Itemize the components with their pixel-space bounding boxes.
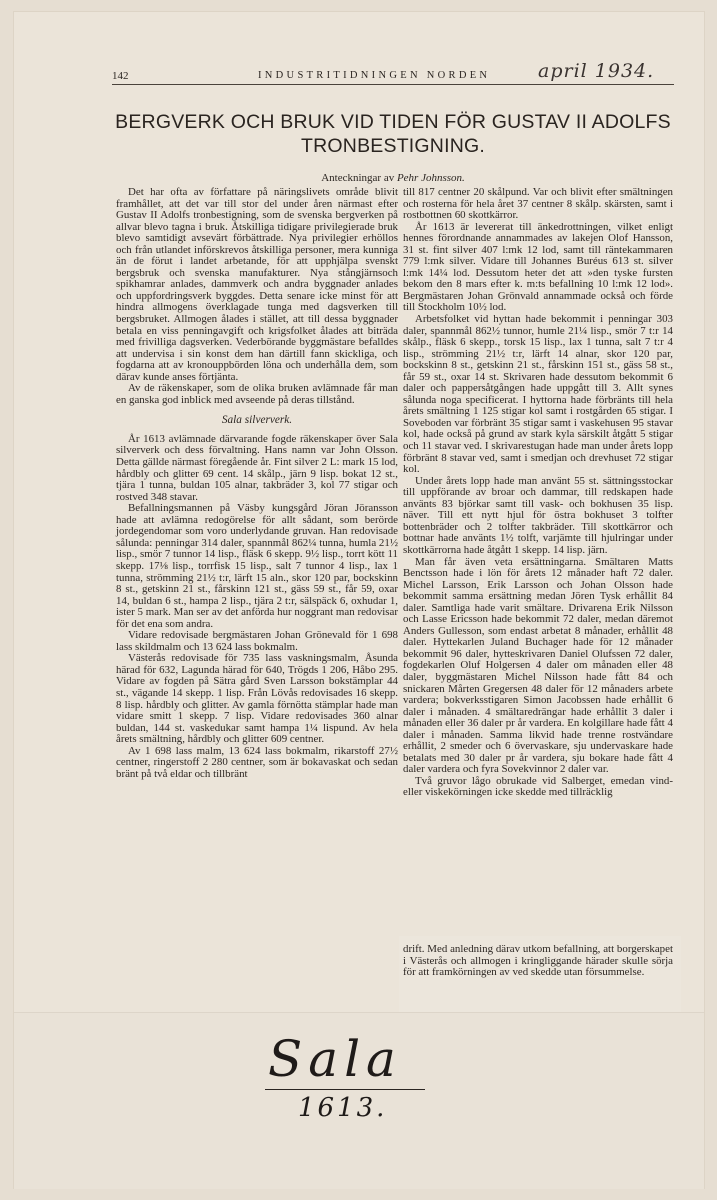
page-number: 142 <box>112 70 129 82</box>
running-header <box>112 60 674 85</box>
paragraph: drift. Med anledning därav utkom befallning, att borgerskapet i Västerås och allmogen i kringliggande härader skulle sörja för att framkörningen av ved skedde utan försummelse. <box>403 943 673 979</box>
handwritten-place: Sala <box>268 1030 402 1088</box>
pasted-slip <box>399 936 681 1016</box>
paragraph: Befallningsmannen på Väsby kungsgård Jöran Jöransson hade att avlämna redogörelse för allt sådant, som berörde jordegendomar som voro underlydande gruvan. Han redovisade sålunda: penningar 314 daler, spannmål 862¼ tunna, humla 21½ lisp., smör 7 tunnor 14 lisp., fläsk 6 skepp. 9½ lisp., torrt kött 11 skepp. 17⅛ lisp., torrfisk 15 lisp., salt 7 tunnor 4 lisp., lax 1 tunna, strömming 21½ t:r, lärft 15 aln., skor 120 par, bockskinn 8 st., getskinn 21 st., fårskinn 121 st., gäss 59 st., får 59, oxar 14, buldan 6 st., hampa 2 lisp., tjära 2 t:r, sälspäck 6, oxhudar 1, ister 5 mark. Man ser av det anförda hur noggrant man redovisar för det ena som andra. <box>116 502 398 630</box>
right-column <box>403 187 673 799</box>
byline-prefix: Anteckningar av <box>321 172 395 184</box>
paragraph: Av de räkenskaper, som de olika bruken avlämnade får man en ganska god inblick med avseende på deras tillstånd. <box>116 382 398 406</box>
paragraph: Av 1 698 lass malm, 13 624 lass bokmalm, rikarstoff 27½ centner, ringerstoff 2 280 centner, som är bokavaskat och sedan bränt på två eldar och tillbränt <box>116 744 398 780</box>
byline <box>112 172 674 184</box>
paragraph: Det har ofta av författare på näringslivets område blivit framhållet, att det var till stor del under åren närmast efter Gustav II Adolfs tronbestigning, som de svenska bergverken på allvar blevo tagna i bruk. Åtskilliga tidigare privilegierade bruk blevo samtidigt avsevärt förbättrade. Nya privilegier erhöllos och från utlandet införskrevos åtskilliga personer, mera kunniga än de förut i landet arbetande, för att upphjälpa svenskt bergsbruk och svenska manufakturer. Nya stångjärnsoch spikhamrar anlades, dammverk och andra byggnader anlades och uppfordringsverk byggdes. Detta senare icke minst för att hindra allmogens överklagade tunga med dagsverken till bergsbruket. Allmogen ålades i stället, att till dessa byggnader betala en viss penningavgift och krigsfolket ålades att biträda med frivilliga dagsverken. Vederbörande byggmästare befalldes att undervisa i sin konst dem han därtill fann skickliga, och fogdarna att av kronouppbörden löna och underhålla dem, som därav kunde anses förtjänta. <box>116 186 398 383</box>
article-title: BERGVERK OCH BRUK VID TIDEN FÖR GUSTAV II ADOLFS TRONBESTIGNING. <box>115 111 671 157</box>
paragraph: Under årets lopp hade man använt 55 st. sättningsstockar till uppförande av broar och dammar, till redskapen hade använts 83 björkar samt till vask- och bokhusen 35 lisp. näver. Till ett nytt hjul för östra bokhuset 3 tolfter bottenbräder och 2 tolfter takbräder. Till skottkärror och bottnar hade använts 1½ tolft, varjämte till hjulringar under skottkärrorna hade åtgått 1 skepp. 14 lisp. järn. <box>403 474 673 556</box>
left-column <box>116 187 398 780</box>
paragraph: År 1613 avlämnade därvarande fogde räkenskaper över Sala silververk och dess förvaltning. Hans namn var John Olsson. Detta gällde närmast föregående år. Fint silver 2 L: mark 15 lod, hårdbly och glitter 69 cent. 14 skålp., järn 9 lisp. bokat 12 st., tjära 1 tunna, buldan 105 alnar, takbräder 3, kol 77 stigar och rostved 348 stavar. <box>116 432 398 503</box>
paragraph: Västerås redovisade för 735 lass vaskningsmalm, Åsunda härad för 632, Lagunda härad för 640, Trögds 1 206, Håbo 295. Vidare av fogden på Sätra gård Sven Larsson bokstämplar 44 st., vägande 14 skepp. 1 lisp. Från Lövås redovisades 16 skepp. 8 lisp. hårdbly och glitter. Av gamla förnötta stämplar hade man vidare smitt 1 skepp. 7 lisp. Vidare redovisades 360 alnar buldan, 144 st. vaskedukar samt hampa 1¼ lispund. Av hela årets smältning, hårdbly och glitter 609 centner. <box>116 652 398 746</box>
handwritten-underline <box>265 1089 425 1090</box>
paragraph: Två gruvor lågo obrukade vid Salberget, emedan vind- eller viskekörningen icke skedde med tillräcklig <box>403 774 673 799</box>
handwritten-date: april 1934. <box>538 60 655 82</box>
author: Pehr Johnsson. <box>396 172 465 184</box>
journal-name: INDUSTRITIDNINGEN NORDEN <box>258 70 491 81</box>
paragraph: till 817 centner 20 skålpund. Var och blivit efter smältningen och rosterna för hela året 37 centner 8 skålp. skärsten, samt i rostbottnen 60 skottkärror. <box>403 186 673 222</box>
paragraph: Man får även veta ersättningarna. Smältaren Matts Benctsson hade i lön för årets 12 månader haft 72 daler. Michel Larsson, Erik Larsson och Johan Olsson hade bekommit samma ersättning medan Jören Tysk erhållit 84 daler. Samtliga hade varit smältare. Drivarena Erik Nilsson och Lasse Ericsson hade bekommit 72 daler, medan däremot Anders Gullesson, som endast arbetat 8 månader, erhållit 48 daler. Hyttekarlen Juland Buchager hade för 12 månader bekommit 96 daler, hytteskrivaren Daniel Olufssen 72 daler, fogdekarlen Oluf Holgersen 4 daler om månaden eller 48 daler, byggmästaren Michel Nilsson hade fått 84 och snickaren Mårten Gregersen 48 daler för 12 månaders arbete vardera; bokverksstigaren Simon Jacobssen hade erhållit 6 daler i månaden. 4 smältaredrängar hade erhållit 3 daler i månaden eller 36 daler pr år vardera. En kolgillare hade fått 4 daler i månaden. Samma likvid hade trenne rostvändare erhållit, 2 smeder och 6 övervaskare, sju undervaskare hade betalats med 30 daler pr år vardera, sju bokare hade fått 4 daler vardera och fyra Sovekvinnor 2 daler var. <box>403 555 673 776</box>
section-heading: Sala silververk. <box>221 414 293 427</box>
paragraph: Vidare redovisade bergmästaren Johan Grönevald för 1 698 lass skildmalm och 13 624 lass bokmalm. <box>116 629 398 653</box>
paragraph: Arbetsfolket vid hyttan hade bekommit i penningar 303 daler, spannmål 862½ tunnor, humle 21¼ lisp., smör 7 t:r 14 skålp., fläsk 6 skepp., torsk 15 lisp., lax 1 tunna, salt 7 t:r 4 lisp., strömming 21½ t:r, lärft 14 alnar, skor 120 par, bockskinn 8 st., getskinn 21 st., fårskinn 151 st., gäss 58 st., får 59 st., oxar 14 st. Skrivaren hade dessutom bekommit 6 daler och pappersåtgången hade uppgått till 3. Allt synes sålunda noga specificerat. I hyttorna hade förbränts till hela årets smältning 1 125 stigar kol samt i rostgården 65 stigar. I Soveboden var förbränt 35 stigar samt i vaskehusen 95 stavar kol, hade också på grund av stark kyla särskilt åtgått 5 stigar och 11 stavar ved. I skrivarestugan hade man under årets lopp förbränt 8 stavar ved, samt i smedjan och drevhuset 72 stigar kol. <box>403 313 673 476</box>
handwritten-year: 1613. <box>298 1093 388 1123</box>
paragraph: År 1613 är levererat till änkedrottningen, vilket enligt hennes förordnande annammades av lakejen Olof Hansson, 31 st. fint silver 407 l:mk 12 lod, samt till räntekammaren 779 l:mk silver. Vidare till Johannes Buréus 613 st. silver l:mk 14¼ lod. Dessutom heter det att »den tyske fursten bekom den 8 mars efter k. m:ts befallning 10 l:mk 12 lod». Bergmästaren Johan Grönvald annammade också och förde till Stockholm 10½ lod. <box>403 220 673 314</box>
